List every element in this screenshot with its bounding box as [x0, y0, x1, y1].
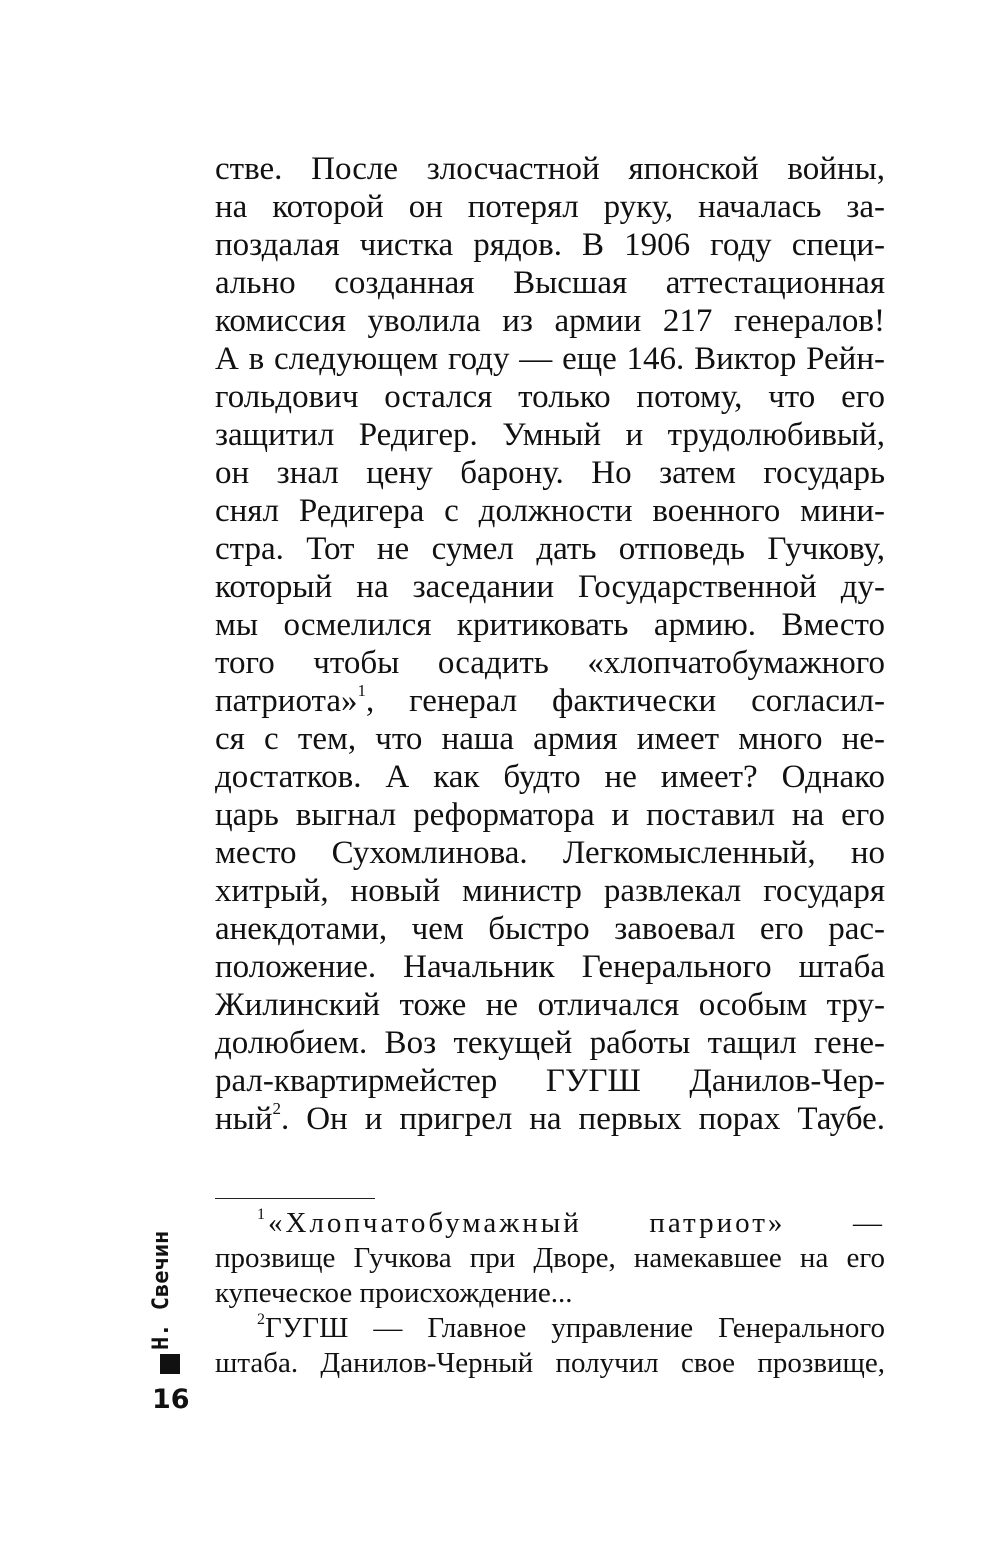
footnote-1-line: прозвище Гучкова при Дворе, намекавшее на его [215, 1242, 885, 1274]
text-line: рал-квартирмейстер ГУГШ Данилов-Чер- [215, 1063, 885, 1099]
text-fragment: , генерал фактически согласил- [365, 683, 885, 719]
text-line: комиссия уволила из армии 217 генералов! [215, 303, 885, 339]
text-line: снял Редигера с должности военного мини- [215, 493, 885, 529]
page-number: 16 [152, 1384, 190, 1415]
text-line: хитрый, новый министр развлекал государя [215, 873, 885, 909]
text-line: долюбием. Воз текущей работы тащил гене- [215, 1025, 885, 1061]
footnote-number: 2 [257, 1311, 265, 1328]
text-line: защитил Редигер. Умный и трудолюбивый, [215, 417, 885, 453]
text-fragment: . Он и пригрел на первых порах Таубе. [281, 1101, 885, 1137]
text-line: ся с тем, что наша армия имеет много не- [215, 721, 885, 757]
text-line: положение. Начальник Генерального штаба [215, 949, 885, 985]
footnote-1-lead [215, 1206, 885, 1241]
text-line: на которой он потерял руку, началась за- [215, 189, 885, 225]
text-line: Жилинский тоже не отличался особым тру- [215, 987, 885, 1023]
text-line: анекдотами, чем быстро завоевал его рас- [215, 911, 885, 947]
footnote-ref-2[interactable]: 2 [272, 1099, 281, 1118]
footnote-divider [215, 1198, 375, 1199]
footnote-2-lead [215, 1311, 885, 1346]
text-fragment: ный [215, 1101, 273, 1137]
text-line: царь выгнал реформатора и поставил на его [215, 797, 885, 833]
author-name: Н. Свечин [149, 1230, 174, 1350]
footnotes [215, 1206, 885, 1381]
text-fragment: патриота» [215, 683, 358, 719]
text-line-with-footnote-ref [215, 1100, 885, 1138]
square-marker-icon [160, 1354, 180, 1374]
footnote-1-line: купеческое происхождение... [215, 1277, 573, 1309]
text-line: достатков. А как будто не имеет? Однако [215, 759, 885, 795]
text-line: который на заседании Государственной ду- [215, 569, 885, 605]
text-line: того чтобы осадить «хлопчатобумажного [215, 645, 885, 681]
text-line: мы осмелился критиковать армию. Вместо [215, 607, 885, 643]
main-text [215, 150, 885, 1138]
text-line: он знал цену барону. Но затем государь [215, 455, 885, 491]
footnote-text: ГУГШ — Главное управление Генерального [265, 1312, 885, 1344]
text-line: стра. Тот не сумел дать отповедь Гучкову, [215, 531, 885, 567]
text-line: стве. После злосчастной японской войны, [215, 151, 885, 187]
text-line: А в следующем году — еще 146. Виктор Рейн- [215, 341, 885, 377]
text-line: поздалая чистка рядов. В 1906 году специ- [215, 227, 885, 263]
footnote-text: «Хлопчатобумажный патриот» — [268, 1207, 885, 1239]
footnote-number: 1 [257, 1206, 268, 1223]
footnote-2-line: штаба. Данилов-Черный получил свое прозвище, [215, 1347, 885, 1379]
text-line-with-footnote-ref [215, 682, 885, 720]
footnote-ref-1[interactable]: 1 [357, 681, 366, 700]
text-line: гольдович остался только потому, что его [215, 379, 885, 415]
text-line: место Сухомлинова. Легкомысленный, но [215, 835, 885, 871]
text-line: ально созданная Высшая аттестационная [215, 265, 885, 301]
